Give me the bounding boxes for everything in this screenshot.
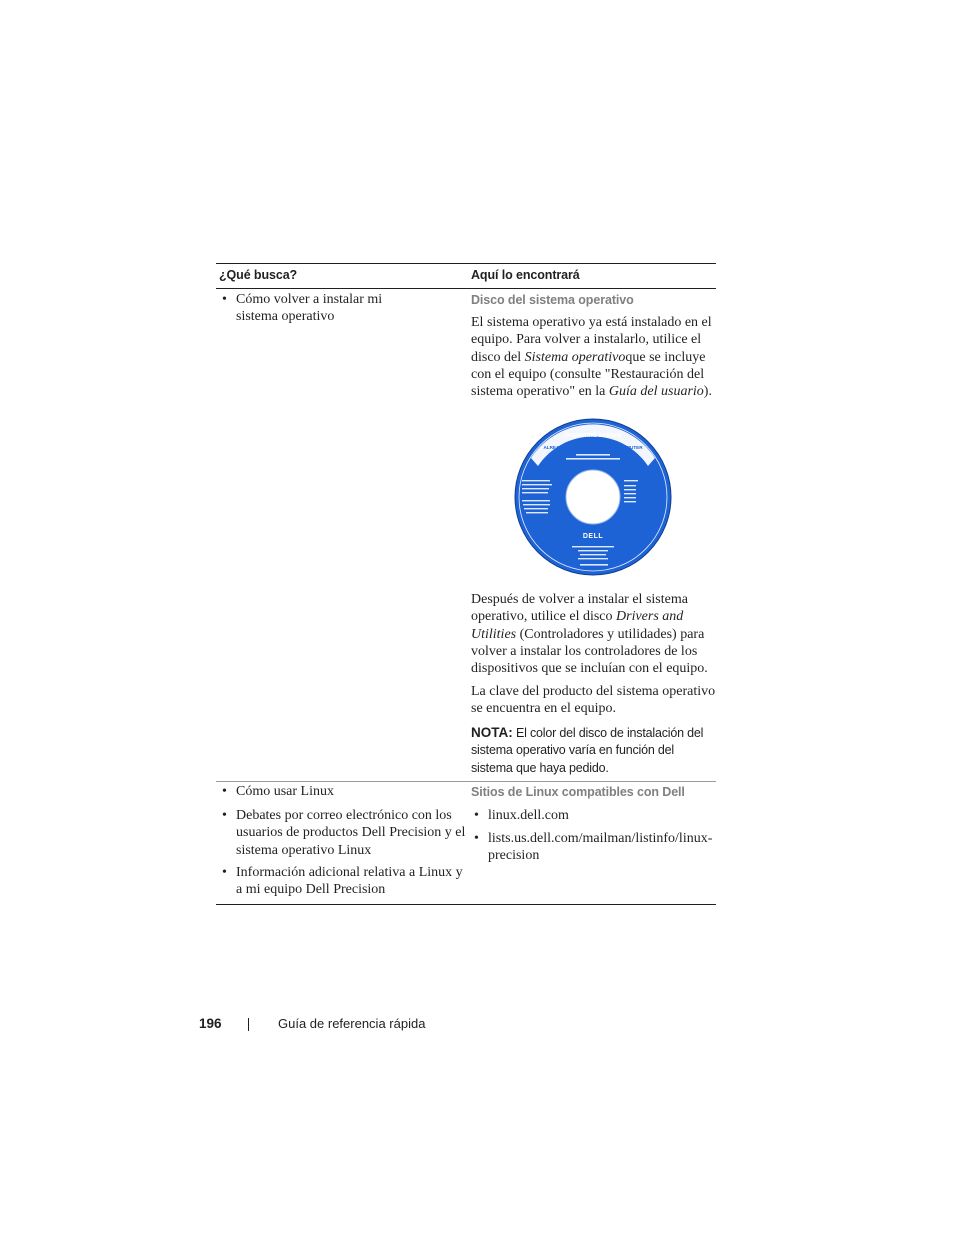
list-item: • Cómo usar Linux [222,784,334,799]
list-item: • Información adicional relativa a Linux y a mi equipo Dell Precision [222,865,463,898]
note-text: El color del disco de instalación del sistema operativo varía en función del sistema que haya pedido. [471,726,704,775]
link-lists-dell[interactable]: lists.us.dell.com/mailman/listinfo/linux-precision [488,831,713,864]
os-disc-heading: Disco del sistema operativo [471,293,634,307]
row-divider-rule [216,781,716,782]
cd-subtitle: ALREADY INSTALLED ON YOUR COMPUTER [543,445,643,450]
bullet-icon: • [222,292,227,307]
product-key-paragraph: La clave del producto del sistema operativo se encuentra en el equipo. [471,684,716,717]
bullet-icon: • [474,831,479,846]
footer-title: Guía de referencia rápida [278,1016,426,1031]
bullet-icon: • [474,808,479,823]
bullet-icon: • [222,808,227,823]
os-disc-paragraph: El sistema operativo ya está instalado en el equipo. Para volver a instalarlo, utilice el disco del Sistema operativoque se incluye con el equipo (consulte "Restauración del sistema operativo" en la Guía del usuario). [471,315,712,400]
header-bottom-rule [216,288,716,289]
note-block [471,724,716,777]
link-linux-dell[interactable]: linux.dell.com [488,808,569,823]
os-cd-disc-image [514,418,672,576]
cd-title: OPERATING SYSTEM [564,433,622,439]
note-label: NOTA: [471,725,513,740]
footer-separator [248,1018,249,1031]
drivers-paragraph: Después de volver a instalar el sistema operativo, utilice el disco Drivers and Utilities (Controladores y utilidades) para volver a instalar los controladores de los dispositivos que se incluían con el equipo. [471,592,708,677]
header-what-looking-for: ¿Qué busca? [219,268,298,282]
table-top-rule [216,263,716,264]
bullet-icon: • [222,784,227,799]
link-item[interactable] [469,830,716,865]
list-item: • Debates por correo electrónico con los usuarios de productos Dell Precision y el sistema operativo Linux [222,808,466,858]
cd-brand-logo: DELL [582,533,604,540]
page-number: 196 [199,1016,222,1031]
list-item: • Cómo volver a instalar mi sistema operativo [222,292,383,325]
linux-sites-heading: Sitios de Linux compatibles con Dell [471,785,685,799]
bullet-icon: • [222,865,227,880]
header-where-to-find: Aquí lo encontrará [471,268,580,282]
table-bottom-rule [216,904,716,905]
link-item[interactable] [469,807,716,824]
